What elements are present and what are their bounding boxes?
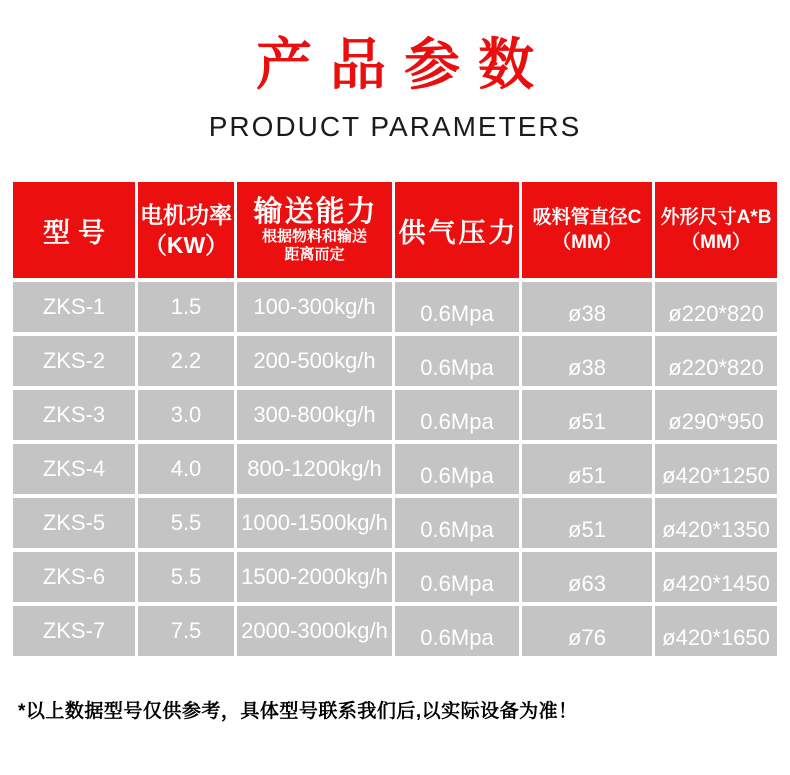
cell-value: 2.2 [170,348,202,373]
table-row [13,498,777,548]
table-cell [13,336,135,386]
cell-value: ø420*1250 [662,463,770,488]
table-cell [522,606,652,656]
cell-value: 0.6Mpa [420,301,494,326]
cell-value: ø420*1350 [662,517,770,542]
table-cell [655,282,777,332]
page-title: 产品参数 [256,33,552,96]
cell-value: 0.6Mpa [420,355,494,380]
table-cell [522,336,652,386]
header-note-line2: 距离而定 [284,246,345,263]
table-cell [138,336,234,386]
table-header-row [13,182,777,278]
table-row [13,552,777,602]
table-cell [655,606,777,656]
table-cell [522,444,652,494]
parameters-table [10,178,780,660]
cell-value: 1500-2000kg/h [241,564,388,589]
cell-value: ZKS-2 [42,348,106,373]
cell-value: ø220*820 [668,301,764,326]
page [0,30,790,775]
cell-value: ZKS-7 [42,618,106,643]
table-cell [13,498,135,548]
table-cell [655,498,777,548]
table-cell [395,444,519,494]
header-cell-air-pressure [395,182,519,278]
cell-value: 2000-3000kg/h [241,618,388,643]
table-cell [13,282,135,332]
table-cell [395,282,519,332]
table-cell [237,552,392,602]
cell-value: 0.6Mpa [420,463,494,488]
header-label: 电机功率 [140,202,232,228]
table-cell [13,552,135,602]
table-cell [655,390,777,440]
cell-value: ø51 [568,463,606,488]
table-cell [138,390,234,440]
table-cell [138,282,234,332]
cell-value: ZKS-3 [42,402,106,427]
table-cell [522,390,652,440]
table-row [13,390,777,440]
header-unit: （MM） [552,232,622,253]
table-cell [522,498,652,548]
cell-value: 1000-1500kg/h [241,510,388,535]
cell-value: 7.5 [170,618,202,643]
cell-value: ZKS-5 [42,510,106,535]
table-row [13,336,777,386]
cell-value: 0.6Mpa [420,571,494,596]
table-cell [395,390,519,440]
table-cell [237,282,392,332]
footnote: *以上数据型号仅供参考，具体型号联系我们后,以实际设备为准！ [18,701,578,722]
cell-value: 5.5 [170,510,202,535]
cell-value: ø290*950 [668,409,764,434]
header-label: 供气压力 [398,217,519,248]
cell-value: 4.0 [170,456,202,481]
cell-value: 100-300kg/h [253,294,376,319]
cell-value: 1.5 [170,294,202,319]
header-cell-capacity [237,182,392,278]
table-cell [237,498,392,548]
header-label: 外形尺寸A*B [660,207,772,228]
cell-value: 800-1200kg/h [247,456,382,481]
header-label: 输送能力 [253,196,378,228]
table-cell [395,552,519,602]
cell-value: 3.0 [170,402,202,427]
table-row [13,282,777,332]
table-cell [395,498,519,548]
header-label: 吸料管直径C [532,207,642,228]
cell-value: ø220*820 [668,355,764,380]
cell-value: 0.6Mpa [420,409,494,434]
cell-value: ZKS-4 [42,456,106,481]
header-unit: （KW） [143,232,229,258]
table-cell [138,606,234,656]
header-label: 型号 [43,217,113,248]
table-row [13,444,777,494]
cell-value: ø38 [568,301,606,326]
table-cell [138,498,234,548]
header-unit: （MM） [681,232,751,253]
cell-value: ø38 [568,355,606,380]
cell-value: ZKS-6 [42,564,106,589]
header-cell-dimensions [655,182,777,278]
header-cell-model [13,182,135,278]
header-cell-pipe-diameter [522,182,652,278]
table-cell [13,606,135,656]
page-subtitle: PRODUCT PARAMETERS [208,111,582,142]
table-cell [655,444,777,494]
cell-value: ZKS-1 [42,294,106,319]
table-cell [237,606,392,656]
cell-value: 0.6Mpa [420,625,494,650]
cell-value: ø420*1450 [662,571,770,596]
table-cell [13,444,135,494]
cell-value: ø76 [568,625,606,650]
header-note-line1: 根据物料和输送 [261,228,367,245]
table-cell [13,390,135,440]
cell-value: 200-500kg/h [253,348,376,373]
header-cell-motor-power [138,182,234,278]
table-cell [395,606,519,656]
cell-value: 300-800kg/h [253,402,376,427]
table-cell [395,336,519,386]
cell-value: 0.6Mpa [420,517,494,542]
cell-value: ø51 [568,517,606,542]
table-cell [522,282,652,332]
table-row [13,606,777,656]
table-cell [237,336,392,386]
cell-value: ø63 [568,571,606,596]
table-cell [138,444,234,494]
table-cell [138,552,234,602]
table-cell [237,444,392,494]
cell-value: ø51 [568,409,606,434]
cell-value: 5.5 [170,564,202,589]
table-cell [237,390,392,440]
table-cell [655,336,777,386]
table-cell [655,552,777,602]
cell-value: ø420*1650 [662,625,770,650]
table-cell [522,552,652,602]
